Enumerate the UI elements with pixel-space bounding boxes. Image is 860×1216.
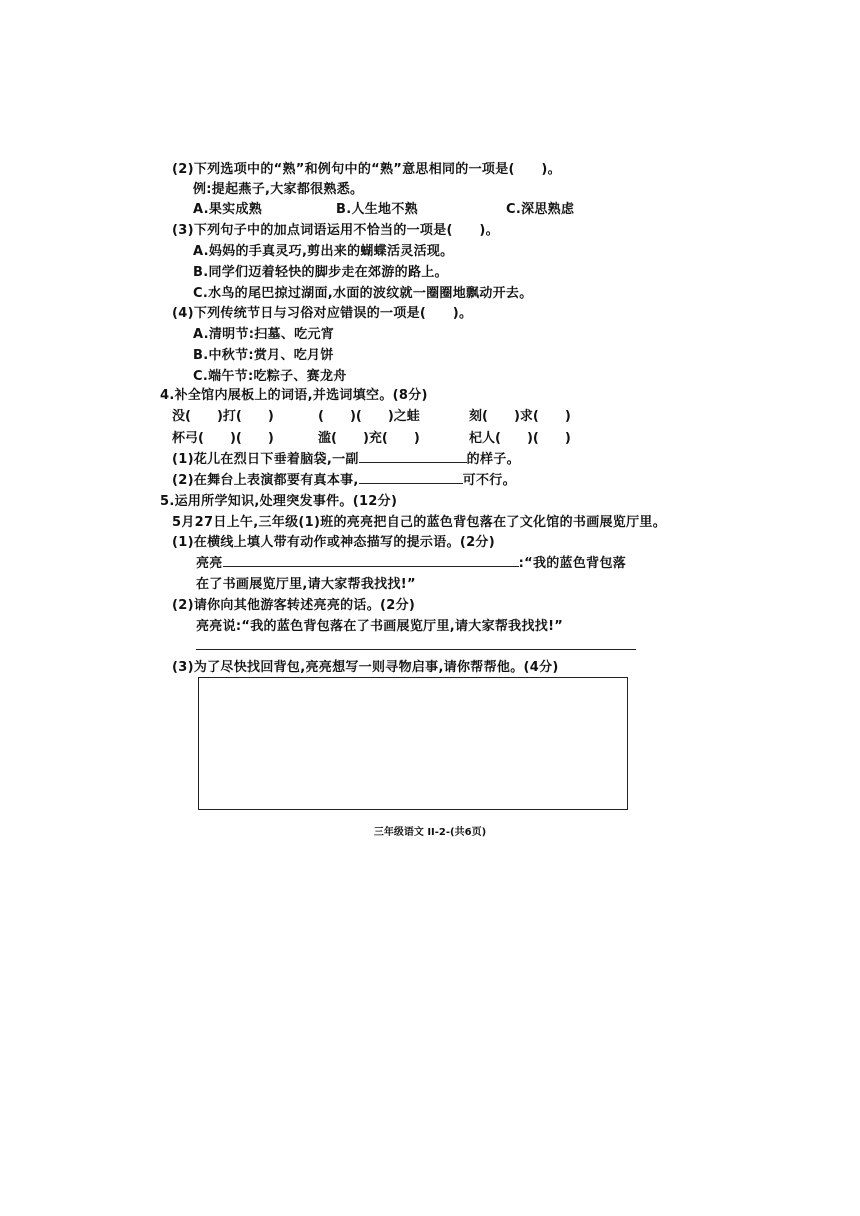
- section4-title: 4.补全馆内展板上的词语,并选词填空。(8分): [160, 388, 428, 403]
- idiom-blank[interactable]: 没( )打( ): [172, 409, 274, 424]
- q4-option-a: A.清明节:扫墓、吃元宵: [193, 327, 335, 342]
- sub1-answer-line: [196, 552, 626, 571]
- q3-option-a: A.妈妈的手真灵巧,剪出来的蝴蝶活灵活现。: [193, 244, 454, 259]
- fill-sentence-2-end: 可不行。: [462, 473, 516, 488]
- q4-option-c: C.端午节:吃粽子、赛龙舟: [193, 369, 347, 384]
- fill-sentence-1-start: (1)花儿在烈日下垂着脑袋,一副: [172, 452, 359, 467]
- fill-blank-2[interactable]: [359, 471, 463, 484]
- q3-option-c: C.水鸟的尾巴掠过湖面,水面的波纹就一圈圈地飘动开去。: [193, 286, 533, 301]
- q4-option-b: B.中秋节:赏月、吃月饼: [193, 348, 334, 363]
- lost-notice-writing-box[interactable]: [198, 677, 628, 810]
- sub1-quote-end: 在了书画展览厅里,请大家帮我找找!”: [196, 577, 416, 592]
- q2-prompt: (2)下列选项中的“熟”和例句中的“熟”意思相同的一项是( )。: [172, 162, 561, 177]
- idiom-blank[interactable]: 杞人( )( ): [469, 431, 571, 446]
- q2-option-a: A.果实成熟: [193, 202, 263, 217]
- sub2-answer-line[interactable]: [196, 649, 636, 650]
- section5-title: 5.运用所学知识,处理突发事件。(12分): [160, 494, 398, 509]
- q2-option-b: B.人生地不熟: [336, 202, 418, 217]
- q2-example: 例:提起燕子,大家都很熟悉。: [193, 182, 364, 197]
- idiom-blank[interactable]: ( )( )之蛙: [318, 409, 420, 424]
- fill-sentence-1-end: 的样子。: [466, 452, 520, 467]
- sub3-prompt: (3)为了尽快找回背包,亮亮想写一则寻物启事,请你帮帮他。(4分): [172, 660, 559, 675]
- idiom-blank[interactable]: 滥( )充( ): [318, 431, 420, 446]
- section5-scenario: 5月27日上午,三年级(1)班的亮亮把自己的蓝色背包落在了文化馆的书画展览厅里。: [172, 515, 667, 530]
- fill-sentence-2-start: (2)在舞台上表演都要有真本事,: [172, 473, 359, 488]
- fill-sentence-1: [172, 448, 520, 467]
- sub2-prompt: (2)请你向其他游客转述亮亮的话。(2分): [172, 598, 416, 613]
- q3-option-b: B.同学们迈着轻快的脚步走在郊游的路上。: [193, 265, 448, 280]
- prompt-blank[interactable]: [223, 554, 519, 567]
- sub2-quote: 亮亮说:“我的蓝色背包落在了书画展览厅里,请大家帮我找找!”: [196, 619, 564, 634]
- sub1-prompt: (1)在横线上填人带有动作或神态描写的提示语。(2分): [172, 535, 495, 550]
- idiom-blank[interactable]: 刻( )求( ): [469, 409, 571, 424]
- q2-option-c: C.深思熟虑: [506, 202, 575, 217]
- page-footer: 三年级语文 II-2-(共6页): [373, 827, 487, 838]
- idiom-blank[interactable]: 杯弓( )( ): [172, 431, 274, 446]
- fill-blank-1[interactable]: [359, 450, 467, 463]
- q4-prompt: (4)下列传统节日与习俗对应错误的一项是( )。: [172, 306, 473, 321]
- sub1-quote-start: :“我的蓝色背包落: [518, 556, 627, 571]
- sub1-speaker: 亮亮: [196, 556, 223, 571]
- q3-prompt: (3)下列句子中的加点词语运用不恰当的一项是( )。: [172, 223, 499, 238]
- fill-sentence-2: [172, 469, 516, 488]
